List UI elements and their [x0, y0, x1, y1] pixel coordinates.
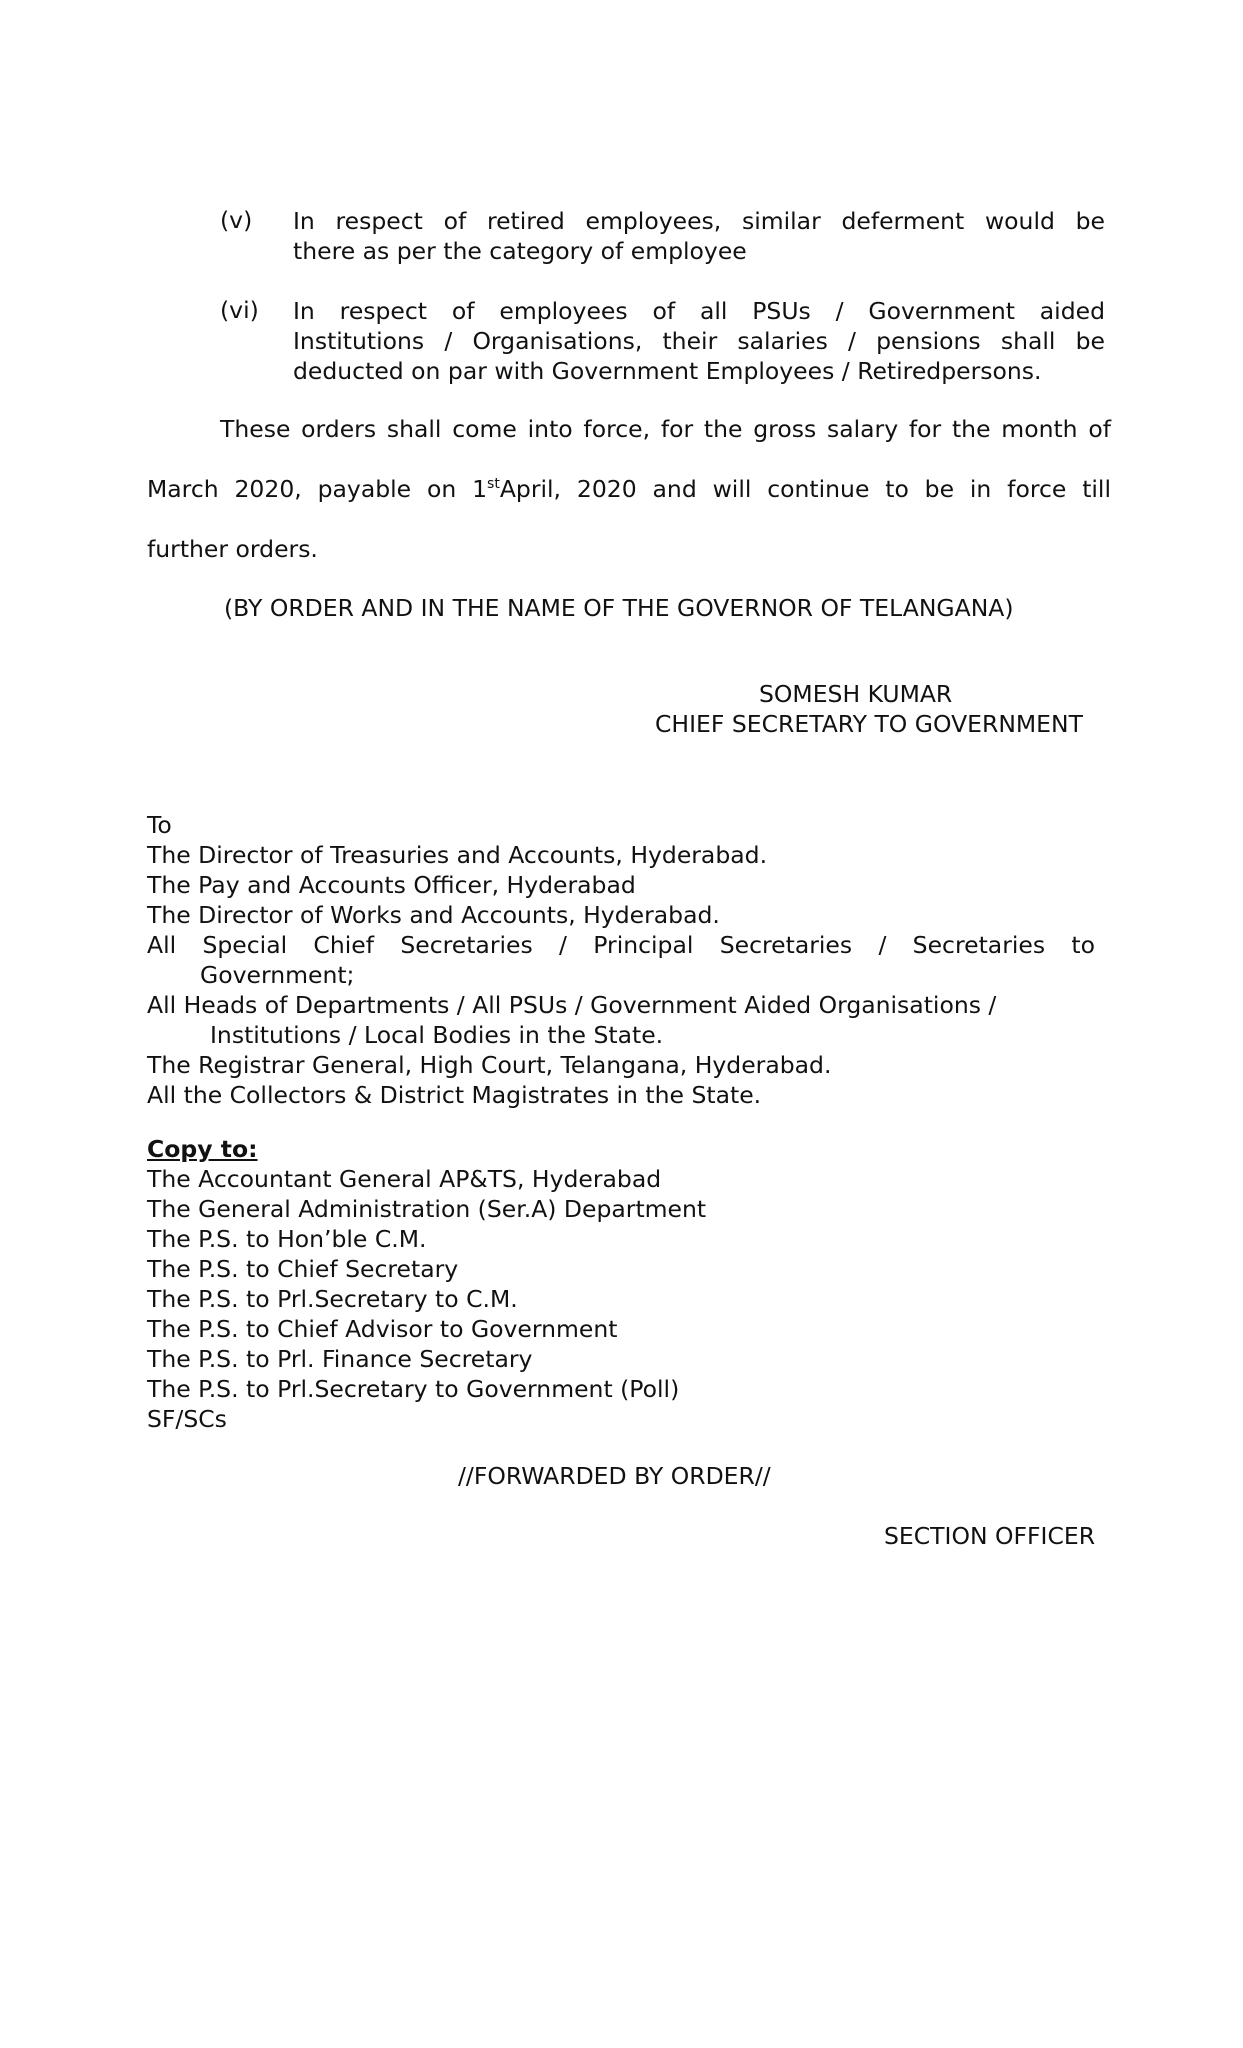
- list-item: SF/SCs: [147, 1405, 227, 1433]
- list-item: All Heads of Departments / All PSUs / Government Aided Organisations /: [147, 991, 997, 1019]
- clause-line: there as per the category of employee: [293, 237, 747, 265]
- clause-number: (vi): [220, 296, 259, 324]
- paragraph-line: further orders.: [147, 535, 318, 563]
- paragraph-line: These orders shall come into force, for the gross salary for the month of: [220, 415, 1111, 443]
- list-item: The P.S. to Chief Advisor to Government: [147, 1315, 618, 1343]
- section-officer: SECTION OFFICER: [884, 1522, 1096, 1550]
- signatory-name: SOMESH KUMAR: [759, 680, 953, 708]
- list-item: The Director of Treasuries and Accounts, Hyderabad.: [147, 841, 768, 869]
- clause-line: In respect of retired employees, similar deferment would be: [293, 207, 1105, 235]
- forwarded-by-order: //FORWARDED BY ORDER//: [458, 1462, 771, 1490]
- list-item-continuation: Government;: [200, 961, 355, 989]
- effective-date-paragraph: [147, 414, 1111, 564]
- recipients-heading: To: [147, 811, 172, 839]
- clause-line: Institutions / Organisations, their salaries / pensions shall be: [293, 327, 1105, 355]
- list-item: The P.S. to Chief Secretary: [147, 1255, 459, 1283]
- paragraph-text: April, 2020 and will continue to be in force till: [499, 475, 1111, 503]
- list-item: The P.S. to Prl.Secretary to Government (Poll): [147, 1375, 680, 1403]
- copy-to-heading: Copy to:: [147, 1135, 258, 1163]
- recipients-list: [147, 810, 1107, 1110]
- list-item-continuation: Institutions / Local Bodies in the State.: [210, 1021, 664, 1049]
- clause-line: deducted on par with Government Employees / Retiredpersons.: [293, 357, 1042, 385]
- list-item: The P.S. to Prl.Secretary to C.M.: [147, 1285, 518, 1313]
- list-item: The P.S. to Hon’ble C.M.: [147, 1225, 427, 1253]
- clause-text: [293, 296, 1105, 386]
- list-item: The General Administration (Ser.A) Department: [147, 1195, 707, 1223]
- clause-line: In respect of employees of all PSUs / Government aided: [293, 297, 1105, 325]
- list-item: The Director of Works and Accounts, Hyderabad.: [147, 901, 720, 929]
- clause-number: (v): [220, 206, 253, 234]
- list-item: All the Collectors & District Magistrates in the State.: [147, 1081, 762, 1109]
- governor-order-line: (BY ORDER AND IN THE NAME OF THE GOVERNOR OF TELANGANA): [224, 594, 1014, 622]
- list-item: The Registrar General, High Court, Telangana, Hyderabad.: [147, 1051, 832, 1079]
- list-item: The Accountant General AP&TS, Hyderabad: [147, 1165, 662, 1193]
- ordinal-suffix: st: [487, 476, 500, 492]
- list-item: All Special Chief Secretaries / Principal Secretaries / Secretaries to: [147, 931, 1095, 959]
- copy-to-list: [147, 1134, 1107, 1434]
- clause-text: [293, 206, 1105, 266]
- list-item: The Pay and Accounts Officer, Hyderabad: [147, 871, 636, 899]
- list-item: The P.S. to Prl. Finance Secretary: [147, 1345, 533, 1373]
- signatory-title: CHIEF SECRETARY TO GOVERNMENT: [655, 710, 1083, 738]
- paragraph-text: March 2020, payable on 1: [147, 475, 488, 503]
- paragraph-line: [147, 474, 1111, 534]
